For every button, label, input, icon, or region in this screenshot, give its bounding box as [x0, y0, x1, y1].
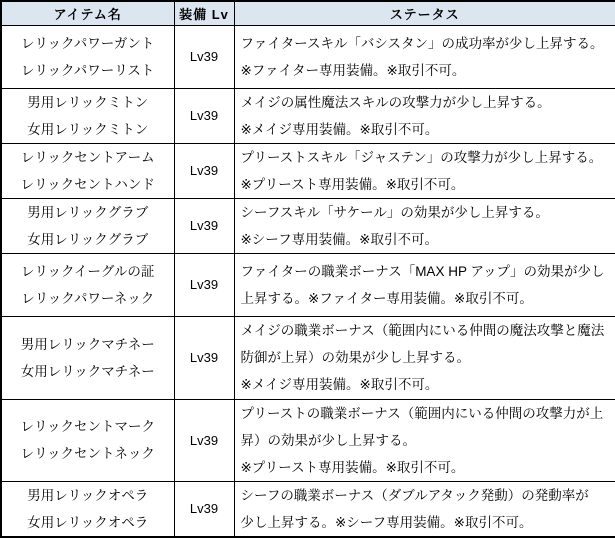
level-cell: Lv39: [174, 198, 234, 253]
level-cell: Lv39: [174, 481, 234, 537]
status-line: 昇）の効果が少し上昇する。: [240, 432, 416, 448]
status-cell: [234, 253, 615, 316]
item-name-cell: [1, 25, 174, 88]
item-name-line: レリックセントハンド: [20, 176, 155, 192]
item-name-line: 男用レリックマチネー: [20, 336, 155, 352]
table-row: [1, 143, 615, 198]
status-cell: [234, 88, 615, 143]
item-name-line: レリックセントマーク: [20, 419, 155, 434]
item-name-line: レリックパワーネック: [21, 290, 155, 306]
item-name-line: レリックセントネック: [20, 446, 155, 461]
header-row: [1, 1, 615, 25]
status-line: ※プリースト専用装備。※取引不可。: [240, 459, 465, 475]
status-line: メイジの属性魔法スキルの攻撃力が少し上昇する。: [240, 94, 551, 110]
col-header-equip-level: 装備 Lv: [174, 1, 234, 25]
table-row: [1, 88, 615, 143]
item-name-line: 男用レリックオペラ: [27, 487, 149, 503]
level-cell: Lv39: [174, 25, 234, 88]
item-name-line: 女用レリックマチネー: [20, 363, 155, 379]
item-name-cell: [1, 143, 174, 198]
item-name-line: レリックセントアーム: [20, 149, 155, 165]
status-cell: [234, 399, 615, 481]
status-line: ※プリースト専用装備。※取引不可。: [240, 176, 465, 192]
status-line: ファイタースキル「バシスタン」の成功率が少し上昇する。: [240, 35, 604, 51]
status-line: 上昇する。※ファイター専用装備。※取引不可。: [240, 290, 533, 306]
item-name-cell: [1, 88, 174, 143]
status-cell: [234, 316, 615, 399]
item-name-cell: [1, 316, 174, 399]
table-row: [1, 253, 615, 316]
status-line: メイジの職業ボーナス（範囲内にいる仲間の魔法攻撃と魔法: [240, 323, 605, 338]
status-line: ※メイジ専用装備。※取引不可。: [240, 121, 439, 137]
status-cell: [234, 143, 615, 198]
col-header-status: ステータス: [234, 1, 615, 25]
status-line: ※メイジ専用装備。※取引不可。: [240, 377, 439, 392]
status-line: シーフの職業ボーナス（ダブルアタック発動）の発動率が: [240, 487, 589, 503]
item-name-cell: [1, 399, 174, 481]
status-cell: [234, 25, 615, 88]
table-row: [1, 481, 615, 537]
item-name-cell: [1, 253, 174, 316]
status-line: ※ファイター専用装備。※取引不可。: [240, 62, 466, 78]
status-cell: [234, 481, 615, 537]
level-cell: Lv39: [174, 399, 234, 481]
item-name-line: 女用レリックオペラ: [27, 514, 149, 530]
level-cell: Lv39: [174, 143, 234, 198]
status-line: 防御が上昇）の効果が少し上昇する。: [240, 350, 470, 365]
table-row: [1, 198, 615, 253]
status-line: ※シーフ専用装備。※取引不可。: [240, 231, 438, 247]
col-header-item-name: アイテム名: [1, 1, 174, 25]
item-name-line: 男用レリックグラブ: [27, 204, 149, 220]
item-name-line: 女用レリックグラブ: [27, 231, 149, 247]
level-cell: Lv39: [174, 316, 234, 399]
item-name-line: 男用レリックミトン: [27, 94, 149, 110]
status-line: ファイターの職業ボーナス「MAX HP アップ」の効果が少し: [240, 263, 605, 279]
level-cell: Lv39: [174, 88, 234, 143]
item-name-cell: [1, 481, 174, 537]
table-row: [1, 316, 615, 399]
item-name-line: 女用レリックミトン: [27, 121, 149, 137]
table-row: [1, 399, 615, 481]
level-cell: Lv39: [174, 253, 234, 316]
item-name-cell: [1, 198, 174, 253]
status-line: 少し上昇する。※シーフ専用装備。※取引不可。: [240, 514, 533, 530]
table-row: [1, 25, 615, 88]
status-line: プリーストスキル「ジャステン」の攻撃力が少し上昇する。: [240, 149, 603, 165]
status-line: プリーストの職業ボーナス（範囲内にいる仲間の攻撃力が上: [240, 405, 604, 421]
item-name-line: レリックパワーリスト: [21, 62, 155, 78]
status-line: シーフスキル「サケール」の効果が少し上昇する。: [240, 204, 549, 220]
item-name-line: レリックパワーガント: [21, 35, 155, 51]
item-name-line: レリックイーグルの証: [21, 263, 155, 279]
status-cell: [234, 198, 615, 253]
